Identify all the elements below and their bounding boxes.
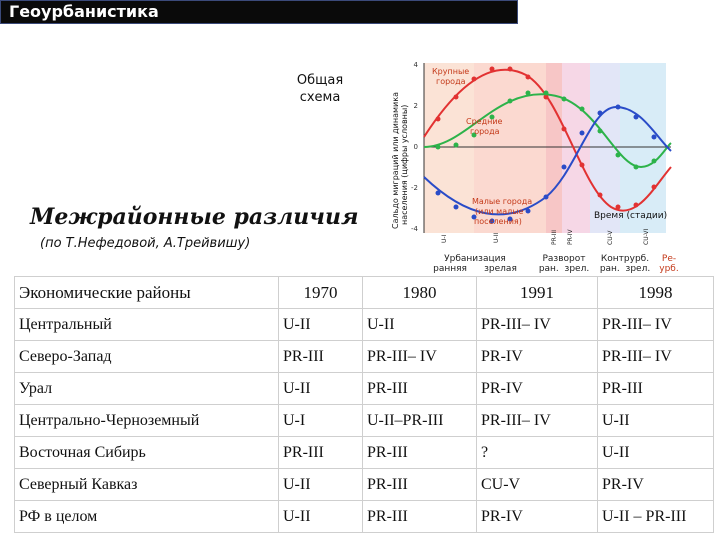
- label-medium-cities-1: Средние: [466, 117, 503, 126]
- cell-1998: PR-IV: [598, 469, 714, 501]
- cell-1998: U-II: [598, 405, 714, 437]
- cell-1970: U-II: [279, 309, 363, 341]
- cell-region: Центральный: [15, 309, 279, 341]
- header-1998: 1998: [598, 277, 714, 309]
- phase-urbanization-title: Урбанизация: [444, 254, 506, 264]
- cell-1970: U-II: [279, 469, 363, 501]
- y-axis-label-line2: населения (цифры условны): [400, 104, 409, 225]
- phase-counter-mature: зрел.: [625, 264, 651, 274]
- table-row: [15, 405, 714, 437]
- cell-1980: PR-III: [363, 373, 477, 405]
- zone-cu6: [620, 63, 666, 233]
- stage-code-cu6: CU-VI: [643, 228, 650, 245]
- phase-reversal: [536, 254, 592, 274]
- phase-urbanization-early: ранняя: [433, 264, 467, 274]
- cell-1980: PR-III: [363, 469, 477, 501]
- label-small-cities-1: Малые города: [472, 197, 533, 206]
- cell-1991: PR-III– IV: [477, 309, 598, 341]
- phase-re-sub: урб.: [659, 264, 679, 274]
- phase-counter: [596, 254, 654, 274]
- cell-1970: U-II: [279, 501, 363, 533]
- cell-region: РФ в целом: [15, 501, 279, 533]
- y-axis-label-line1: Сальдо миграций или динамика: [391, 92, 400, 229]
- scheme-label-line1: Общая: [296, 73, 344, 88]
- phase-urbanization-mature: зрелая: [484, 264, 517, 274]
- phase-urbanization-sub: [420, 264, 530, 274]
- cell-region: Северо-Запад: [15, 341, 279, 373]
- scheme-label-line2: схема: [299, 90, 341, 105]
- y-tick-2: 2: [413, 102, 418, 110]
- cell-1970: U-II: [279, 373, 363, 405]
- header-1970: 1970: [279, 277, 363, 309]
- stage-code-u2: U-II: [493, 232, 500, 243]
- table-row: [15, 469, 714, 501]
- cell-1991: ?: [477, 437, 598, 469]
- cell-region: Восточная Сибирь: [15, 437, 279, 469]
- y-tick-m2: -2: [411, 184, 418, 192]
- cell-1998: PR-III– IV: [598, 309, 714, 341]
- title-bar: [0, 0, 518, 24]
- y-tick-0: 0: [413, 143, 418, 151]
- table-row: [15, 437, 714, 469]
- cell-1980: U-II–PR-III: [363, 405, 477, 437]
- stage-code-pr3: PR-III: [551, 229, 558, 245]
- cell-1991: CU-V: [477, 469, 598, 501]
- cell-1991: PR-IV: [477, 373, 598, 405]
- cell-1991: PR-III– IV: [477, 405, 598, 437]
- cell-1980: PR-III– IV: [363, 341, 477, 373]
- cell-region: Северный Кавказ: [15, 469, 279, 501]
- table-row: [15, 341, 714, 373]
- cell-1970: PR-III: [279, 437, 363, 469]
- scheme-label: [270, 72, 370, 106]
- phase-reversal-title: Разворот: [542, 254, 586, 264]
- cell-1970: U-I: [279, 405, 363, 437]
- table-row: [15, 373, 714, 405]
- main-title: Межрайонные различия: [30, 204, 359, 230]
- phase-re: [654, 254, 684, 274]
- table-row: [15, 309, 714, 341]
- x-axis-label: Время (стадии): [594, 211, 668, 221]
- cell-1998: PR-III– IV: [598, 341, 714, 373]
- app-title: Геоурбанистика: [9, 2, 159, 21]
- stage-code-pr4: PR-IV: [567, 229, 574, 245]
- label-small-cities-3: поселения): [474, 217, 522, 226]
- y-axis-label: [391, 92, 409, 229]
- label-small-cities-2: (или малые: [475, 207, 524, 216]
- header-1980: 1980: [363, 277, 477, 309]
- cell-region: Центрально-Черноземный: [15, 405, 279, 437]
- zone-pr4: [562, 63, 590, 233]
- stages-diagram: [386, 47, 676, 251]
- phase-reversal-sub: [536, 264, 592, 274]
- table-header-row: [15, 277, 714, 309]
- cell-1998: U-II – PR-III: [598, 501, 714, 533]
- cell-1998: U-II: [598, 437, 714, 469]
- y-tick-m4: -4: [411, 225, 418, 233]
- header-1991: 1991: [477, 277, 598, 309]
- phase-counter-title: Контрурб.: [600, 254, 650, 264]
- phase-counter-sub: [596, 264, 654, 274]
- cell-1980: U-II: [363, 309, 477, 341]
- phase-re-title: Ре-: [661, 254, 677, 264]
- label-medium-cities-2: города: [470, 127, 500, 136]
- regions-table: [14, 276, 714, 533]
- y-tick-4: 4: [413, 61, 418, 69]
- label-large-cities-2: города: [436, 77, 466, 86]
- cell-1998: PR-III: [598, 373, 714, 405]
- cell-1980: PR-III: [363, 501, 477, 533]
- zone-pr3: [546, 63, 562, 233]
- cell-1991: PR-IV: [477, 501, 598, 533]
- cell-1980: PR-III: [363, 437, 477, 469]
- stage-code-u1: U-I: [441, 234, 448, 243]
- table-row: [15, 501, 714, 533]
- cell-1991: PR-IV: [477, 341, 598, 373]
- cell-1970: PR-III: [279, 341, 363, 373]
- header-regions: Экономические районы: [15, 277, 279, 309]
- label-large-cities-1: Крупные: [432, 67, 470, 76]
- subtitle: (по Т.Нефедовой, А.Трейвишу): [40, 236, 251, 251]
- phase-counter-early: ран.: [599, 264, 620, 274]
- cell-region: Урал: [15, 373, 279, 405]
- phase-reversal-mature: зрел.: [564, 264, 590, 274]
- phase-reversal-early: ран.: [538, 264, 559, 274]
- stage-code-cu5: CU-V: [607, 230, 614, 245]
- phase-urbanization: [420, 254, 530, 274]
- stages-diagram-svg: [386, 47, 676, 247]
